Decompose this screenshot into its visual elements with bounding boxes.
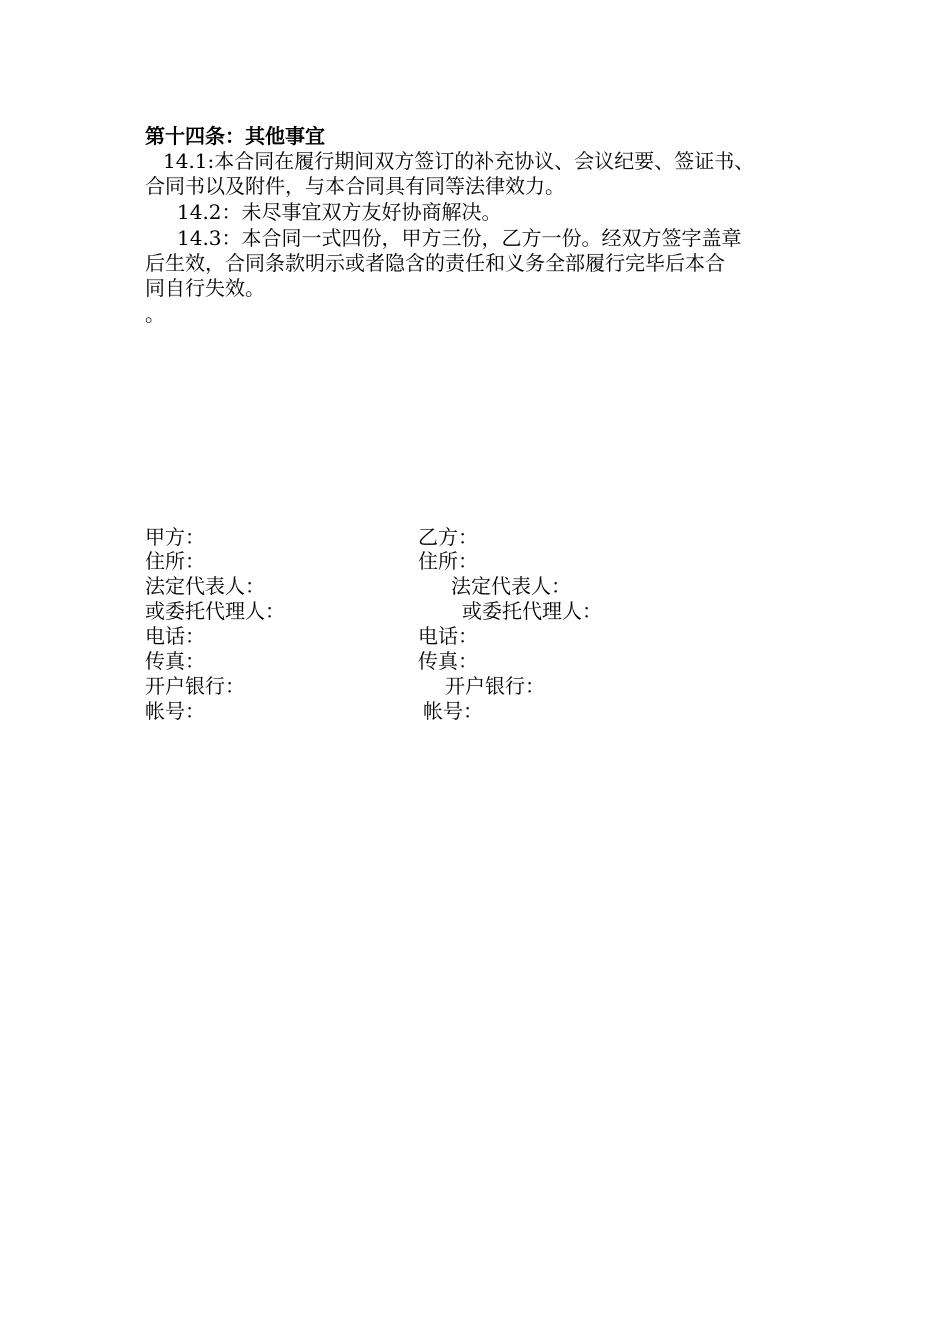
- trailing-mark: 。: [145, 302, 165, 326]
- article-heading: 第十四条：其他事宜: [145, 124, 325, 148]
- clause-14-3-line-2: 后生效，合同条款明示或者隐含的责任和义务全部履行完毕后本合: [145, 251, 725, 275]
- party-b-address-label: 住所：: [418, 549, 478, 573]
- clause-14-1-line-1: 14.1:本合同在履行期间双方签订的补充协议、会议纪要、签证书、: [163, 149, 755, 173]
- party-b-account-label: 帐号：: [423, 699, 483, 723]
- party-a-label: 甲方：: [145, 525, 205, 549]
- party-b-label: 乙方：: [418, 525, 478, 549]
- party-a-phone-label: 电话：: [145, 624, 205, 648]
- party-b-phone-label: 电话：: [418, 624, 478, 648]
- party-a-agent-label: 或委托代理人：: [145, 599, 285, 623]
- clause-14-1-line-2: 合同书以及附件，与本合同具有同等法律效力。: [145, 174, 565, 198]
- party-b-bank-label: 开户银行：: [445, 674, 545, 698]
- party-b-fax-label: 传真：: [418, 649, 478, 673]
- party-a-fax-label: 传真：: [145, 649, 205, 673]
- party-a-legal-rep-label: 法定代表人：: [145, 574, 265, 598]
- clause-14-3-line-1: 14.3：本合同一式四份，甲方三份，乙方一份。经双方签字盖章: [177, 226, 742, 250]
- party-a-bank-label: 开户银行：: [145, 674, 245, 698]
- clause-14-2-line-1: 14.2：未尽事宜双方友好协商解决。: [177, 200, 502, 224]
- party-a-account-label: 帐号：: [145, 699, 205, 723]
- party-b-agent-label: 或委托代理人：: [462, 599, 602, 623]
- clause-14-3-line-3: 同自行失效。: [145, 276, 265, 300]
- party-a-address-label: 住所：: [145, 549, 205, 573]
- party-b-legal-rep-label: 法定代表人：: [451, 574, 571, 598]
